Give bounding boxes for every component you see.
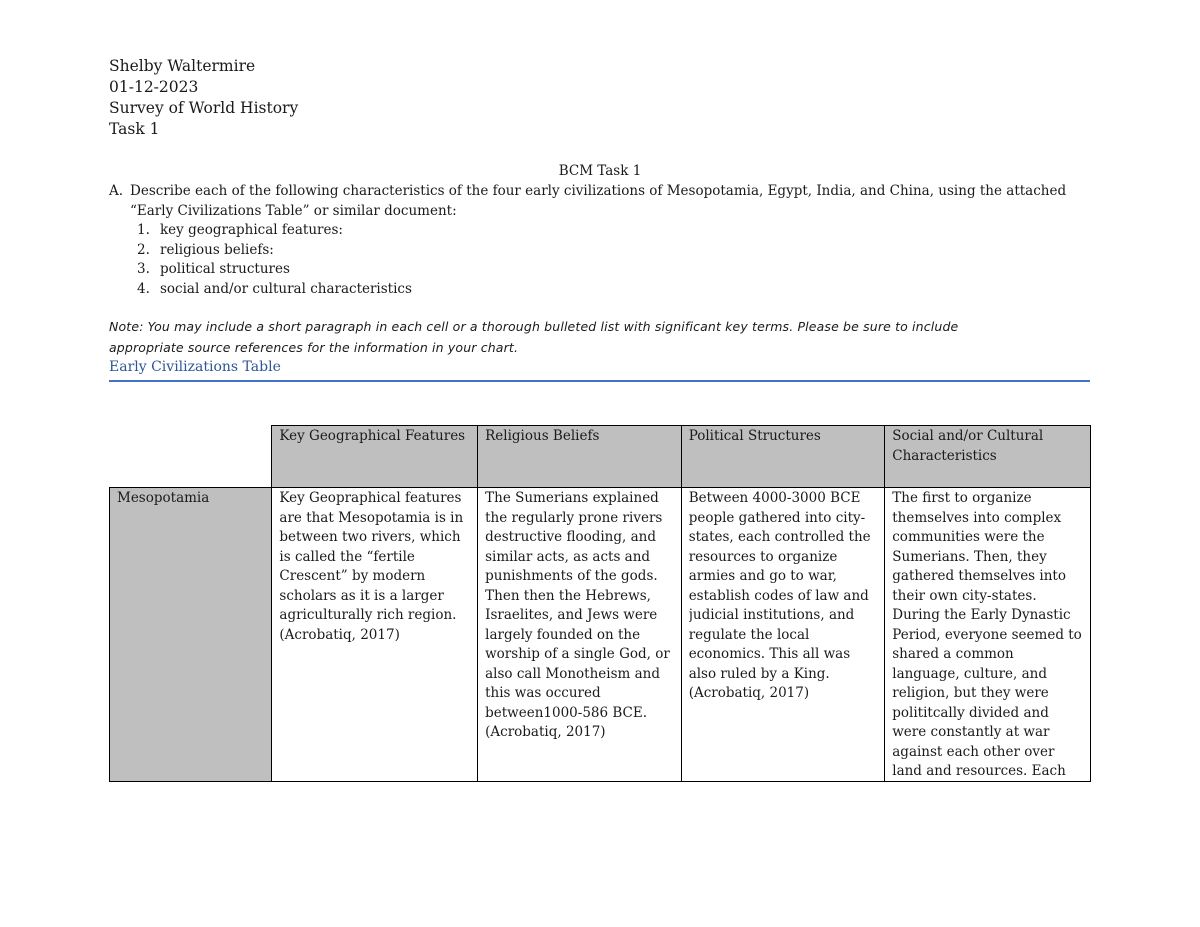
list-number: 4.	[137, 280, 150, 297]
column-header-political: Political Structures	[681, 426, 885, 488]
cell-social	[885, 488, 1091, 782]
cell-geography	[272, 488, 478, 782]
cell-religion-text: The Sumerians explained the regularly prone rivers destructive flooding, and similar acts, as acts and punishments of the gods. Then then the Hebrews, Israelites, and Jews were largely founded on the worship of a single God, or also call Monotheism and this was occured between1000-586 BCE. (Acrobatiq, 2017)	[485, 490, 670, 740]
list-item	[109, 280, 1099, 300]
cell-political-text: Between 4000-3000 BCE people gathered into city-states, each controlled the resources to organize armies and go to war, establish codes of law and judicial institutions, and regulate the local economics. This all was also ruled by a King. (Acrobatiq, 2017)	[688, 490, 871, 701]
column-header-religion: Religious Beliefs	[478, 426, 682, 488]
list-item	[109, 241, 1099, 261]
cell-geography-text: Key Geopraphical features are that Mesopotamia is in between two rivers, which is called the “fertile Crescent” by modern scholars as it is a larger agriculturally rich region. (Acrobatiq, 2017)	[279, 490, 464, 643]
prompt-item-a	[109, 182, 1099, 221]
table-row	[110, 488, 1091, 782]
list-item	[109, 221, 1099, 241]
civilizations-table	[109, 425, 1091, 782]
instruction-note	[109, 317, 1099, 358]
task-prompt	[109, 182, 1099, 299]
cell-religion	[478, 488, 682, 782]
row-header-civilization	[110, 488, 272, 782]
list-text: political structures	[160, 261, 290, 277]
cell-political	[681, 488, 885, 782]
submission-date: 01-12-2023	[109, 78, 199, 96]
list-item	[109, 260, 1099, 280]
prompt-text-line2: “Early Civilizations Table” or similar document:	[130, 202, 457, 219]
table-header-row	[110, 426, 1091, 488]
course-name: Survey of World History	[109, 99, 299, 117]
list-number: 2.	[137, 241, 150, 258]
list-text: social and/or cultural characteristics	[160, 280, 412, 297]
prompt-text-line1: Describe each of the following characteristics of the four early civilizations of Mesopotamia, Egypt, India, and China, using the attached	[130, 183, 1067, 199]
column-header-geography: Key Geographical Features	[272, 426, 478, 488]
note-line1: Note: You may include a short paragraph in each cell or a thorough bulleted list with significant key terms. Please be sure to include	[109, 319, 959, 334]
note-line2: appropriate source references for the information in your chart.	[109, 339, 519, 355]
author-name: Shelby Waltermire	[109, 57, 256, 75]
table-corner-cell	[110, 426, 272, 488]
task-label: Task 1	[109, 120, 160, 138]
list-text: religious beliefs:	[160, 241, 274, 258]
prompt-marker: A.	[109, 183, 124, 199]
row-header-text: Mesopotamia	[117, 490, 210, 506]
list-text: key geographical features:	[160, 222, 343, 238]
list-number: 3.	[137, 261, 150, 277]
author-header	[109, 56, 298, 140]
column-header-social: Social and/or Cultural Characteristics	[885, 426, 1091, 488]
table-heading: Early Civilizations Table	[109, 357, 1090, 382]
cell-social-text: The first to organize themselves into complex communities were the Sumerians. Then, they gathered themselves into their own city-states. During the Early Dynastic Period, everyone seemed to shared a common language, culture, and religion, but they were polititcally divided and were constantly at war against each other over land and resources. Each	[892, 490, 1082, 777]
page-title: BCM Task 1	[558, 163, 642, 179]
list-number: 1.	[137, 222, 150, 238]
